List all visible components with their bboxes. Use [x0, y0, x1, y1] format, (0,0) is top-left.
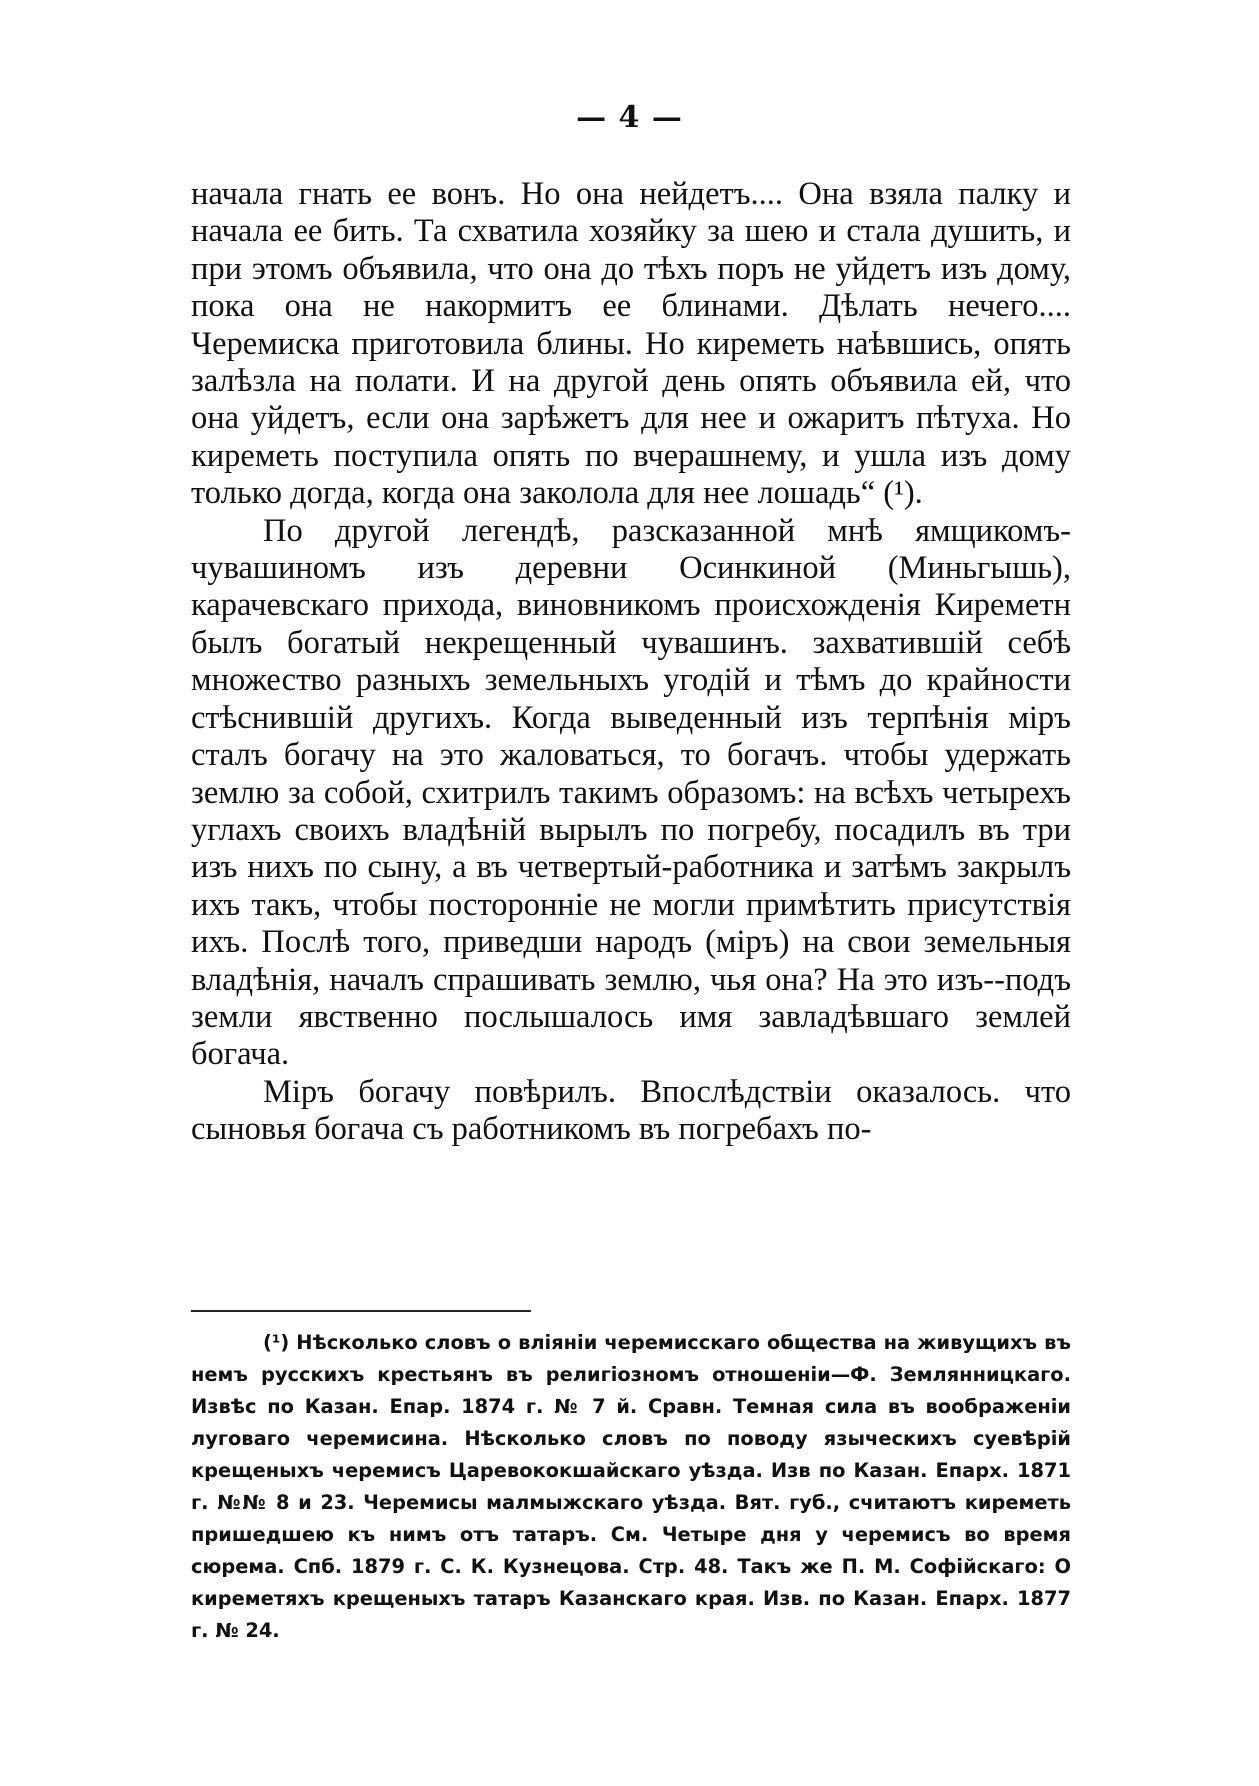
paragraph: По другой легендѣ, разсказанной мнѣ ямщикомъ-чувашиномъ изъ деревни Осинкиной (Миньгышь), карачевскаго прихода, виновникомъ происхожденія Киреметн былъ богатый некрещенный чувашинъ. захватившій себѣ множество разныхъ земельныхъ угодій и тѣмъ до крайности стѣснившій другихъ. Когда выведенный изъ терпѣнія міръ сталъ богачу на это жаловаться, то богачъ. чтобы удержать землю за собой, схитрилъ такимъ образомъ: на всѣхъ четырехъ углахъ своихъ владѣній вырылъ по погребу, посадилъ въ три изъ нихъ по сыну, а въ четвертый-работника и затѣмъ закрылъ ихъ такъ, чтобы посторонніе не могли примѣтить присутствія ихъ. Послѣ того, приведши народъ (міръ) на свои земельныя владѣнія, началъ спрашивать землю, чья она? На это изъ--подъ земли явственно послышалось имя завладѣвшаго землей богача. — [191, 512, 1071, 1073]
paragraph: начала гнать ее вонъ. Но она нейдетъ.... Она взяла палку и начала ее бить. Та схватила хозяйку за шею и стала душить, и при этомъ объявила, что она до тѣхъ поръ не уйдетъ изъ дому, пока она не накормитъ ее блинами. Дѣлать нечего.... Черемиска приготовила блины. Но киреметь наѣвшись, опять залѣзла на полати. И на другой день опять объявила ей, что она уйдетъ, если она зарѣжетъ для нее и ожаритъ пѣтуха. Но киреметь поступила опять по вчерашнему, и ушла изъ дому только догда, когда она заколола для нее лошадь“ (¹). — [191, 176, 1071, 512]
page-number: — 4 — — [576, 100, 683, 135]
footnote-divider — [191, 1310, 531, 1312]
footnote: (¹) Нѣсколько словъ о вліяніи черемисскаго общества на живущихъ въ немъ русскихъ крестьянъ въ религіозномъ отношеніи—Ф. Землянницкаго. Извѣс по Казан. Епар. 1874 г. № 7 й. Сравн. Темная сила въ воображеніи луговаго черемисина. Нѣсколько словъ по поводу языческихъ суевѣрій крещеныхъ черемисъ Царевококшайскаго уѣзда. Изв по Казан. Епарх. 1871 г. №№ 8 и 23. Черемисы малмыжскаго уѣзда. Вят. губ., считаютъ киреметь пришедшею къ нимъ отъ татаръ. См. Четыре дня у черемисъ во время сюрема. Спб. 1879 г. С. К. Кузнецова. Стр. 48. Такъ же П. М. Софійскаго: О киреметяхъ крещеныхъ татаръ Казанскаго края. Изв. по Казан. Епарх. 1877 г. № 24. — [191, 1331, 1071, 1642]
main-text — [191, 176, 1071, 1149]
paragraph: Міръ богачу повѣрилъ. Впослѣдствіи оказалось. что сыновья богача съ работникомъ въ погребахъ по- — [191, 1073, 1071, 1148]
